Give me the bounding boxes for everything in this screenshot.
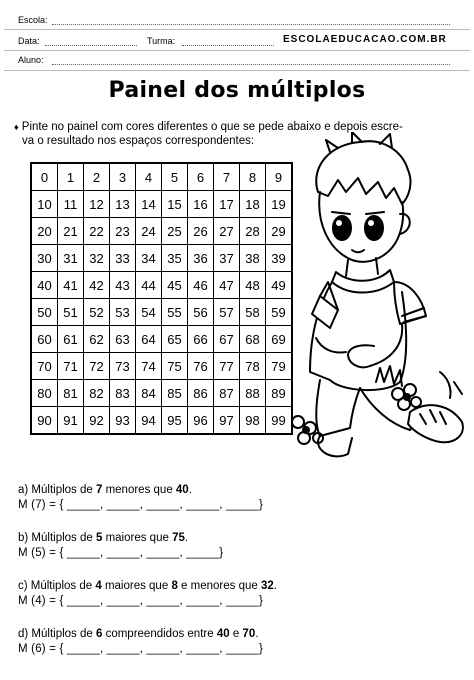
panel-cell[interactable]: 84 [136,380,162,407]
answer-d[interactable]: M (6) = { _____, _____, _____, _____, _____} [18,643,264,655]
panel-cell[interactable]: 11 [58,191,84,218]
panel-cell[interactable]: 63 [110,326,136,353]
panel-cell[interactable]: 73 [110,353,136,380]
panel-cell[interactable]: 46 [188,272,214,299]
bullet-icon: ♦ [14,122,19,132]
panel-cell[interactable]: 76 [188,353,214,380]
panel-cell[interactable]: 55 [162,299,188,326]
panel-cell[interactable]: 75 [162,353,188,380]
panel-row [31,353,292,380]
panel-cell[interactable]: 59 [266,299,293,326]
panel-cell[interactable]: 56 [188,299,214,326]
header-separator-2 [4,50,470,51]
panel-cell[interactable]: 33 [110,245,136,272]
panel-cell[interactable]: 72 [84,353,110,380]
panel-cell[interactable]: 95 [162,407,188,435]
panel-cell[interactable]: 94 [136,407,162,435]
question-c: c) Múltiplos de 4 maiores que 8 e menores que 32. M (4) = { _____, _____, _____, _____, _____} [18,580,277,607]
panel-cell[interactable]: 86 [188,380,214,407]
question-a: a) Múltiplos de 7 menores que 40. M (7) = { _____, _____, _____, _____, _____} [18,484,264,511]
panel-cell[interactable]: 43 [110,272,136,299]
panel-cell[interactable]: 20 [31,218,58,245]
instruction-line-1: Pinte no painel com cores diferentes o que se pede abaixo e depois escre- [21,121,403,133]
aluno-label: Aluno: [18,55,44,65]
panel-cell[interactable]: 68 [240,326,266,353]
panel-cell[interactable]: 79 [266,353,293,380]
panel-cell[interactable]: 97 [214,407,240,435]
panel-cell[interactable]: 13 [110,191,136,218]
instruction-line-2: va o resultado nos espaços correspondentes: [22,135,255,147]
panel-cell[interactable]: 5 [162,163,188,191]
answer-c[interactable]: M (4) = { _____, _____, _____, _____, _____} [18,595,264,607]
panel-cell[interactable]: 10 [31,191,58,218]
panel-cell[interactable]: 51 [58,299,84,326]
question-b: b) Múltiplos de 5 maiores que 75. M (5) = { _____, _____, _____, _____} [18,532,224,559]
panel-cell[interactable]: 50 [31,299,58,326]
escola-line[interactable] [52,24,450,25]
panel-cell[interactable]: 69 [266,326,293,353]
panel-cell[interactable]: 47 [214,272,240,299]
panel-cell[interactable]: 57 [214,299,240,326]
panel-cell[interactable]: 2 [84,163,110,191]
answer-b[interactable]: M (5) = { _____, _____, _____, _____} [18,547,224,559]
data-line[interactable] [45,45,137,46]
panel-cell[interactable]: 90 [31,407,58,435]
panel-row [31,299,292,326]
panel-cell[interactable]: 92 [84,407,110,435]
answer-a[interactable]: M (7) = { _____, _____, _____, _____, _____} [18,499,264,511]
number-panel [30,162,293,435]
panel-cell[interactable]: 24 [136,218,162,245]
panel-row [31,191,292,218]
site-name: ESCOLAEDUCACAO.COM.BR [283,34,447,45]
panel-cell[interactable]: 0 [31,163,58,191]
panel-cell[interactable]: 22 [84,218,110,245]
panel-row [31,407,292,435]
panel-row [31,380,292,407]
panel-cell[interactable]: 78 [240,353,266,380]
page-title: Painel dos múltiplos [108,78,366,103]
panel-cell[interactable]: 39 [266,245,293,272]
panel-cell[interactable]: 44 [136,272,162,299]
panel-cell[interactable]: 61 [58,326,84,353]
panel-row [31,245,292,272]
panel-cell[interactable]: 48 [240,272,266,299]
panel-cell[interactable]: 34 [136,245,162,272]
header-separator [4,29,470,30]
panel-cell[interactable]: 16 [188,191,214,218]
panel-cell[interactable]: 80 [31,380,58,407]
header-separator-3 [4,70,470,71]
panel-cell[interactable]: 88 [240,380,266,407]
panel-row [31,326,292,353]
panel-cell[interactable]: 29 [266,218,293,245]
panel-cell[interactable]: 82 [84,380,110,407]
panel-cell[interactable]: 41 [58,272,84,299]
panel-cell[interactable]: 87 [214,380,240,407]
panel-cell[interactable]: 62 [84,326,110,353]
panel-cell[interactable]: 18 [240,191,266,218]
panel-cell[interactable]: 58 [240,299,266,326]
panel-cell[interactable]: 25 [162,218,188,245]
panel-cell[interactable]: 15 [162,191,188,218]
panel-cell[interactable]: 37 [214,245,240,272]
panel-cell[interactable]: 53 [110,299,136,326]
boy-illustration [290,132,472,472]
data-label: Data: [18,36,40,46]
turma-label: Turma: [147,36,176,46]
panel-cell[interactable]: 91 [58,407,84,435]
panel-row [31,218,292,245]
escola-label: Escola: [18,15,48,25]
panel-cell[interactable]: 85 [162,380,188,407]
panel-cell[interactable]: 31 [58,245,84,272]
panel-cell[interactable]: 27 [214,218,240,245]
panel-cell[interactable]: 12 [84,191,110,218]
panel-cell[interactable]: 98 [240,407,266,435]
panel-cell[interactable]: 64 [136,326,162,353]
panel-cell[interactable]: 36 [188,245,214,272]
panel-row [31,163,292,191]
panel-cell[interactable]: 32 [84,245,110,272]
panel-cell[interactable]: 40 [31,272,58,299]
panel-cell[interactable]: 96 [188,407,214,435]
panel-cell[interactable]: 71 [58,353,84,380]
panel-cell[interactable]: 23 [110,218,136,245]
panel-cell[interactable]: 45 [162,272,188,299]
panel-cell[interactable]: 67 [214,326,240,353]
panel-row [31,272,292,299]
panel-cell[interactable]: 93 [110,407,136,435]
panel-cell[interactable]: 70 [31,353,58,380]
panel-cell[interactable]: 60 [31,326,58,353]
panel-cell[interactable]: 65 [162,326,188,353]
panel-cell[interactable]: 74 [136,353,162,380]
panel-cell[interactable]: 4 [136,163,162,191]
panel-cell[interactable]: 35 [162,245,188,272]
panel-cell[interactable]: 30 [31,245,58,272]
panel-cell[interactable]: 83 [110,380,136,407]
panel-cell[interactable]: 21 [58,218,84,245]
panel-cell[interactable]: 81 [58,380,84,407]
panel-cell[interactable]: 7 [214,163,240,191]
panel-cell[interactable]: 9 [266,163,293,191]
panel-cell[interactable]: 77 [214,353,240,380]
question-d: d) Múltiplos de 6 compreendidos entre 40 e 70. M (6) = { _____, _____, _____, _____, _____} [18,628,264,655]
panel-cell[interactable]: 52 [84,299,110,326]
panel-cell[interactable]: 66 [188,326,214,353]
panel-cell[interactable]: 26 [188,218,214,245]
panel-cell[interactable]: 38 [240,245,266,272]
panel-cell[interactable]: 1 [58,163,84,191]
panel-cell[interactable]: 49 [266,272,293,299]
panel-cell[interactable]: 89 [266,380,293,407]
panel-cell[interactable]: 14 [136,191,162,218]
panel-cell[interactable]: 6 [188,163,214,191]
turma-line[interactable] [182,45,274,46]
panel-cell[interactable]: 54 [136,299,162,326]
panel-cell[interactable]: 17 [214,191,240,218]
panel-cell[interactable]: 28 [240,218,266,245]
panel-cell[interactable]: 99 [266,407,293,435]
panel-cell[interactable]: 8 [240,163,266,191]
panel-cell[interactable]: 42 [84,272,110,299]
aluno-line[interactable] [52,64,450,65]
panel-cell[interactable]: 19 [266,191,293,218]
panel-cell[interactable]: 3 [110,163,136,191]
